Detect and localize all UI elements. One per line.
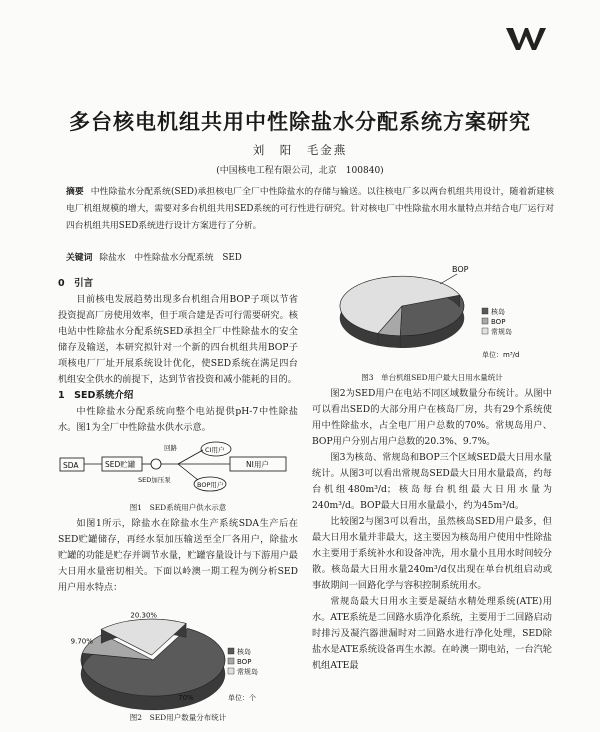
- node-pump: SED加压泵: [138, 476, 171, 484]
- fig3-legend-swatch-BOP: [482, 318, 488, 324]
- fig3-legend-label-核岛: 核岛: [491, 308, 505, 316]
- intro-paragraph: 目前核电发展趋势出现多台机组合用BOP子项以节省投资提高厂房使用效率，但于项合建是否可行需要研究。核电站中性除盐水分配系统SED承担全厂中性除盐水的安全储存及输送，本研究拟针对一个新的四台机组共用BOP子项核电厂厂址开展系统设计优化，使SED系统在满足四台机组安全供水的前提下，达到节省投资和减小能耗的目的。: [58, 294, 298, 385]
- intro-heading: 0 引言: [58, 278, 94, 289]
- affiliation: (中国核电工程有限公司，北京 100840): [216, 166, 384, 176]
- pump-icon: [151, 459, 161, 469]
- node-bop: BOP用户: [197, 481, 224, 489]
- node-sed-tank: SED贮罐: [105, 460, 136, 469]
- node-ci: CI用户: [205, 446, 225, 454]
- authors: 刘 阳 毛金燕: [252, 143, 348, 157]
- node-sda: SDA: [63, 461, 79, 470]
- keywords-label: 关键词: [66, 253, 93, 263]
- paper-title: 多台核电机组共用中性除盐水分配系统方案研究: [69, 110, 531, 134]
- figure-2-caption: 图2 SED用户数量分布统计: [129, 713, 227, 722]
- keywords-text: 除盐水 中性除盐水分配系统 SED: [99, 253, 242, 263]
- abstract-label: 摘要: [66, 187, 84, 197]
- fig2-legend-swatch-常规岛: [228, 668, 234, 674]
- fig2-legend-label-BOP: BOP: [237, 658, 252, 666]
- journal-logo-icon: [506, 28, 546, 50]
- right-paragraph-2: 图3为核岛、常规岛和BOP三个区域SED最大日用水量统计。从图3可以看出常规岛SED最大日用水量最高，约每台机组480m³/d；核岛每台机组最大日用水量为240m³/d。BOP最大日用水量最小，约为45m³/d。: [312, 452, 552, 511]
- figure-3-pie-chart: [312, 262, 552, 370]
- fig2-value-label-核岛: 70%: [178, 694, 194, 703]
- right-paragraph-4: 常规岛最大日用水主要是凝结水精处理系统(ATE)用水。ATE系统是二回路水质净化系统，主要用于二回路启动时排污及凝汽器泄漏时对二回路水进行净化处理，SED除盐水是ATE系统设备再生水源。在岭澳一期电站，一台汽轮机组ATE最: [312, 596, 552, 671]
- figure-1-diagram: [58, 438, 298, 496]
- fig2-legend-swatch-BOP: [228, 658, 234, 664]
- fig3-legend-label-BOP: BOP: [491, 318, 506, 326]
- fig3-legend-swatch-核岛: [482, 308, 488, 314]
- left-column-top: [58, 276, 298, 436]
- right-paragraph-1: 图2为SED用户在电站不同区域数量分布统计。从图中可以看出SED的大部分用户在核岛厂房，共有29个系统使用中性除盐水，占全电厂用户总数的70%。常规岛用户、BOP用户分别占用户总数的20.3%、9.7%。: [312, 388, 552, 447]
- fig2-legend-label-常规岛: 常规岛: [237, 668, 258, 676]
- after-fig1-paragraph: 如图1所示，除盐水在除盐水生产系统SDA生产后在SED贮罐储存，再经水泵加压输送至全厂各用户，除盐水贮罐的功能是贮存并调节水量，贮罐容量设计与下游用户最大日用水量密切相关。下面以岭澳一期工程为例分析SED用户用水特点：: [58, 518, 298, 593]
- fig3-legend-label-常规岛: 常规岛: [491, 328, 512, 336]
- node-loop: 回路: [164, 444, 177, 452]
- figure-1-caption: 图1 SED系统用户供水示意: [129, 503, 227, 512]
- sec1-paragraph: 中性除盐水分配系统向整个电站提供pH-7中性除盐水。图1为全厂中性除盐水供水示意。: [58, 406, 298, 433]
- fig3-callout-BOP: BOP: [452, 265, 469, 274]
- node-ni: NI用户: [246, 460, 269, 469]
- fig2-legend-label-核岛: 核岛: [237, 648, 251, 656]
- fig3-unit: 单位：m³/d: [482, 351, 520, 359]
- right-paragraph-3: 比较图2与图3可以看出，虽然核岛SED用户最多，但最大日用水量并非最大，这主要因为核岛用户使用中性除盐水主要用于系统补水和设备冲洗，用水量小且用水时间较分散。核岛最大日用水量240m³/d仅出现在单台机组启动或事故期间一回路化学与容积控制系统用水。: [312, 516, 552, 591]
- abstract: [66, 184, 554, 235]
- sec1-heading: 1 SED系统介绍: [58, 390, 134, 401]
- left-column-bottom: [58, 516, 298, 596]
- fig3-legend-swatch-常规岛: [482, 328, 488, 334]
- figure-2-pie-chart: [58, 612, 298, 714]
- right-column-text: [312, 386, 552, 674]
- figure-3-caption: 图3 单台机组SED用户最大日用水量统计: [361, 373, 503, 382]
- fig2-unit: 单位：个: [228, 694, 256, 702]
- fig2-value-label-BOP: 9.70%: [70, 637, 93, 646]
- abstract-text: 中性除盐水分配系统(SED)承担核电厂全厂中性除盐水的存储与输送。以往核电厂多以两台机组共用设计，随着新建核电厂机组规模的增大，需要对多台机组共用SED系统的可行性进行研究。针对核电厂中性除盐水用水量特点并结合电厂运行对四台机组共用SED系统进行设计方案进行了分析。: [66, 187, 554, 231]
- fig2-legend-swatch-核岛: [228, 648, 234, 654]
- fig2-value-label-常规岛: 20.30%: [130, 612, 158, 620]
